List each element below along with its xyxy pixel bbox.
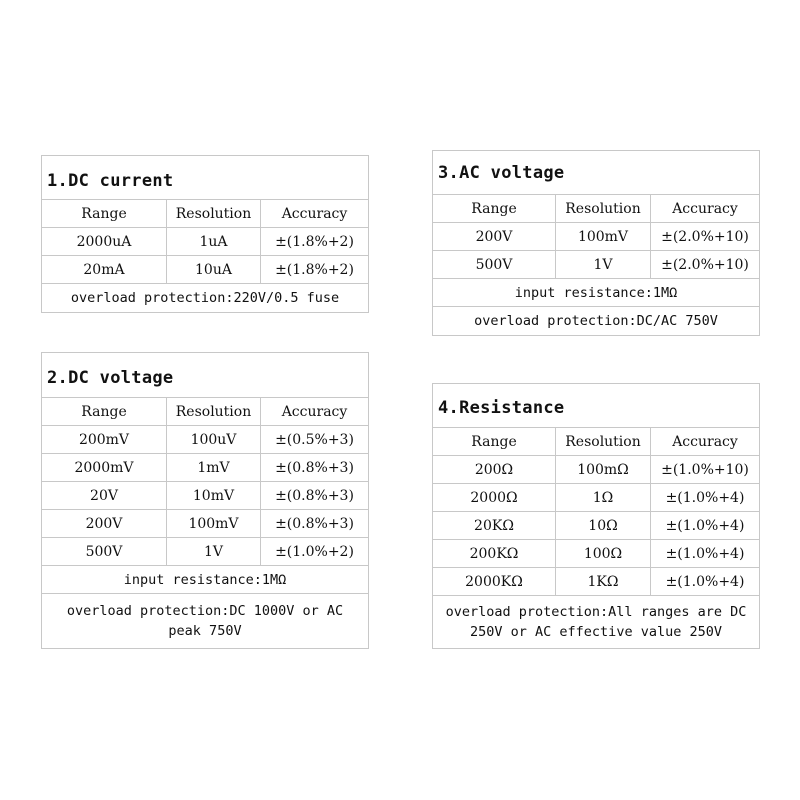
accuracy-cell: ±(2.0%+10) — [661, 228, 749, 245]
dc-voltage-title: 2.DC voltage — [42, 353, 368, 398]
table-row — [433, 251, 759, 279]
range-cell: 20KΩ — [433, 512, 556, 539]
accuracy-cell: ±(2.0%+10) — [661, 256, 749, 273]
accuracy-cell: ±(1.0%+4) — [665, 573, 745, 590]
range-cell: 20V — [42, 482, 167, 509]
range-header: Range — [433, 428, 556, 455]
input-resistance-note: input resistance:1MΩ — [42, 566, 368, 594]
resolution-cell: 1V — [167, 538, 261, 565]
range-cell: 200mV — [42, 426, 167, 453]
resolution-cell: 1mV — [167, 454, 261, 481]
table-row — [42, 538, 368, 566]
resolution-cell: 1V — [556, 251, 651, 278]
resistance-title: 4.Resistance — [433, 384, 759, 428]
resolution-cell: 1uA — [167, 228, 261, 255]
accuracy-cell: ±(0.5%+3) — [275, 431, 354, 448]
accuracy-header: Accuracy — [672, 200, 738, 217]
accuracy-cell: ±(0.8%+3) — [275, 459, 354, 476]
resolution-cell: 10uA — [167, 256, 261, 283]
accuracy-header: Accuracy — [672, 433, 738, 450]
table-row — [42, 510, 368, 538]
table-header-row — [433, 428, 759, 456]
range-cell: 500V — [433, 251, 556, 278]
range-cell: 500V — [42, 538, 167, 565]
table-row — [433, 512, 759, 540]
range-cell: 2000Ω — [433, 484, 556, 511]
resolution-header: Resolution — [167, 398, 261, 425]
accuracy-cell: ±(1.0%+4) — [665, 545, 745, 562]
table-row — [42, 482, 368, 510]
range-cell: 2000KΩ — [433, 568, 556, 595]
dc-voltage-table — [41, 352, 369, 649]
table-row — [433, 223, 759, 251]
resolution-cell: 10Ω — [556, 512, 651, 539]
accuracy-header: Accuracy — [281, 403, 348, 420]
range-cell: 2000uA — [42, 228, 167, 255]
range-header: Range — [433, 195, 556, 222]
resolution-header: Resolution — [556, 195, 651, 222]
accuracy-cell: ±(0.8%+3) — [275, 487, 354, 504]
accuracy-cell: ±(1.0%+2) — [275, 543, 354, 560]
table-row — [433, 568, 759, 596]
accuracy-cell: ±(0.8%+3) — [275, 515, 354, 532]
resolution-cell: 100mΩ — [556, 456, 651, 483]
table-row — [433, 540, 759, 568]
range-cell: 200V — [433, 223, 556, 250]
overload-protection-note: overload protection:DC 1000V or AC peak 750V — [66, 603, 344, 639]
dc-current-table — [41, 155, 369, 313]
resolution-cell: 100mV — [167, 510, 261, 537]
table-row — [433, 456, 759, 484]
resistance-table — [432, 383, 760, 649]
range-cell: 200V — [42, 510, 167, 537]
table-row — [42, 256, 368, 284]
overload-protection-note: overload protection:220V/0.5 fuse — [70, 290, 340, 306]
resolution-cell: 100Ω — [556, 540, 651, 567]
range-cell: 2000mV — [42, 454, 167, 481]
range-cell: 20mA — [42, 256, 167, 283]
range-header: Range — [42, 200, 167, 227]
range-cell: 200Ω — [433, 456, 556, 483]
accuracy-cell: ±(1.8%+2) — [275, 261, 354, 278]
ac-voltage-table — [432, 150, 760, 336]
input-resistance-note: input resistance:1MΩ — [433, 279, 759, 307]
resolution-cell: 1Ω — [556, 484, 651, 511]
accuracy-cell: ±(1.8%+2) — [275, 233, 354, 250]
accuracy-cell: ±(1.0%+4) — [665, 489, 745, 506]
overload-protection-note: overload protection:DC/AC 750V — [474, 313, 718, 329]
accuracy-header: Accuracy — [281, 205, 348, 222]
resolution-header: Resolution — [167, 200, 261, 227]
overload-protection-note: overload protection:All ranges are DC 250V or AC effective value 250V — [445, 604, 747, 640]
table-header-row — [42, 398, 368, 426]
range-header: Range — [42, 398, 167, 425]
table-row — [42, 426, 368, 454]
table-row — [433, 484, 759, 512]
range-cell: 200KΩ — [433, 540, 556, 567]
dc-current-title: 1.DC current — [42, 156, 368, 200]
table-row — [42, 454, 368, 482]
table-row — [42, 228, 368, 256]
table-header-row — [42, 200, 368, 228]
accuracy-cell: ±(1.0%+10) — [661, 461, 749, 478]
resolution-cell: 1KΩ — [556, 568, 651, 595]
resolution-cell: 100uV — [167, 426, 261, 453]
ac-voltage-title: 3.AC voltage — [433, 151, 759, 195]
resolution-header: Resolution — [556, 428, 651, 455]
table-header-row — [433, 195, 759, 223]
resolution-cell: 10mV — [167, 482, 261, 509]
resolution-cell: 100mV — [556, 223, 651, 250]
accuracy-cell: ±(1.0%+4) — [665, 517, 745, 534]
